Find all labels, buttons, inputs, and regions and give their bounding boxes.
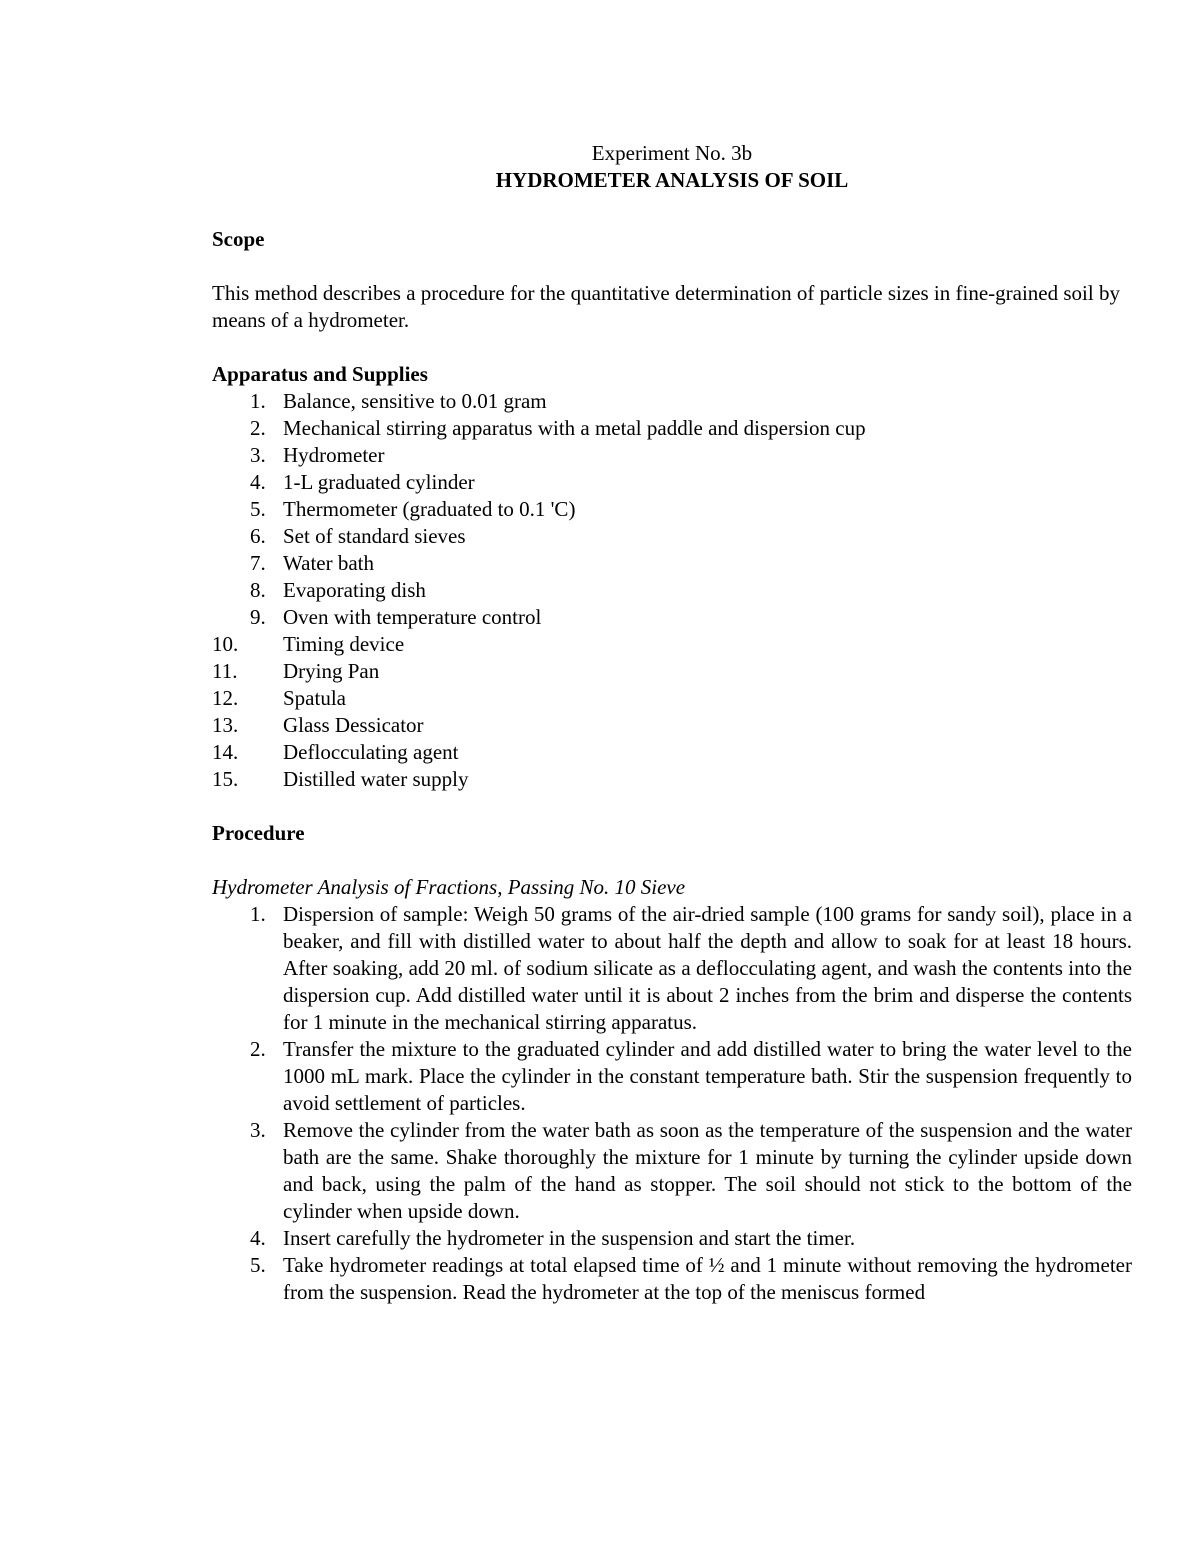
apparatus-item-text: Water bath — [283, 551, 375, 575]
procedure-step-text: Insert carefully the hydrometer in the suspension and start the timer. — [283, 1226, 856, 1250]
apparatus-item-text: Spatula — [283, 686, 346, 710]
apparatus-item — [212, 442, 1132, 469]
apparatus-item — [212, 577, 1132, 604]
apparatus-list — [212, 388, 1132, 793]
procedure-step-number: 2. — [250, 1037, 266, 1061]
apparatus-item-number: 15. — [212, 767, 239, 791]
apparatus-item-number: 10. — [212, 632, 239, 656]
apparatus-item-text: Glass Dessicator — [283, 713, 424, 737]
experiment-number: Experiment No. 3b — [591, 141, 753, 165]
apparatus-item-text: Thermometer (graduated to 0.1 'C) — [283, 497, 576, 521]
procedure-step-text: Transfer the mixture to the graduated cylinder and add distilled water to bring the water level to the 1000 mL mark. Place the cylinder in the constant temperature bath. Stir the suspension frequently to avoid settlement of particles. — [283, 1037, 1132, 1115]
apparatus-item-text: Mechanical stirring apparatus with a metal paddle and dispersion cup — [283, 416, 866, 440]
apparatus-item-number: 14. — [212, 740, 239, 764]
procedure-step-text: Dispersion of sample: Weigh 50 grams of the air-dried sample (100 grams for sandy soil), place in a beaker, and fill with distilled water to about half the depth and allow to soak for at least 18 hours. After soaking, add 20 ml. of sodium silicate as a deflocculating agent, and wash the contents into the dispersion cup. Add distilled water until it is about 2 inches from the brim and disperse the contents for 1 minute in the mechanical stirring apparatus. — [283, 902, 1132, 1034]
apparatus-item-text: Set of standard sieves — [283, 524, 466, 548]
apparatus-item-number: 8. — [250, 578, 266, 602]
apparatus-item-text: Balance, sensitive to 0.01 gram — [283, 389, 547, 413]
apparatus-item-text: Distilled water supply — [283, 767, 469, 791]
apparatus-item — [212, 766, 1132, 793]
procedure-step — [212, 1036, 1132, 1117]
apparatus-item — [212, 658, 1132, 685]
apparatus-item-number: 2. — [250, 416, 266, 440]
procedure-steps — [212, 901, 1132, 1306]
apparatus-item — [212, 469, 1132, 496]
scope-text: This method describes a procedure for the quantitative determination of particle sizes in fine-grained soil by means of a hydrometer. — [212, 281, 1120, 332]
apparatus-item — [212, 496, 1132, 523]
procedure-step — [212, 1225, 1132, 1252]
apparatus-item — [212, 388, 1132, 415]
procedure-step-number: 5. — [250, 1253, 266, 1277]
apparatus-item-number: 3. — [250, 443, 266, 467]
procedure-step-number: 3. — [250, 1118, 266, 1142]
apparatus-item-number: 5. — [250, 497, 266, 521]
procedure-step-number: 1. — [250, 902, 266, 926]
procedure-subheading: Hydrometer Analysis of Fractions, Passing No. 10 Sieve — [212, 875, 686, 899]
apparatus-heading: Apparatus and Supplies — [212, 362, 428, 386]
apparatus-item — [212, 712, 1132, 739]
apparatus-item-number: 13. — [212, 713, 239, 737]
procedure-step-text: Take hydrometer readings at total elapsed time of ½ and 1 minute without removing the hydrometer from the suspension. Read the hydrometer at the top of the meniscus formed — [283, 1253, 1132, 1304]
apparatus-item — [212, 685, 1132, 712]
scope-heading: Scope — [212, 227, 265, 251]
apparatus-item — [212, 631, 1132, 658]
apparatus-item-number: 6. — [250, 524, 266, 548]
procedure-step — [212, 1252, 1132, 1306]
apparatus-item — [212, 415, 1132, 442]
document-page — [212, 140, 1132, 1306]
apparatus-item-text: Oven with temperature control — [283, 605, 542, 629]
apparatus-item-text: Evaporating dish — [283, 578, 426, 602]
apparatus-item-number: 12. — [212, 686, 239, 710]
apparatus-item — [212, 550, 1132, 577]
apparatus-item — [212, 739, 1132, 766]
procedure-step-text: Remove the cylinder from the water bath as soon as the temperature of the suspension and the water bath are the same. Shake thoroughly the mixture for 1 minute by turning the cylinder upside down and back, using the palm of the hand as stopper. The soil should not stick to the bottom of the cylinder when upside down. — [283, 1118, 1132, 1223]
apparatus-item — [212, 604, 1132, 631]
apparatus-item-text: Drying Pan — [283, 659, 380, 683]
apparatus-item-number: 1. — [250, 389, 266, 413]
procedure-step — [212, 1117, 1132, 1225]
procedure-step-number: 4. — [250, 1226, 266, 1250]
apparatus-item-number: 9. — [250, 605, 266, 629]
apparatus-item-text: Deflocculating agent — [283, 740, 459, 764]
apparatus-item-number: 11. — [212, 659, 238, 683]
apparatus-item — [212, 523, 1132, 550]
document-title: HYDROMETER ANALYSIS OF SOIL — [495, 168, 849, 192]
apparatus-item-text: Timing device — [283, 632, 405, 656]
procedure-heading: Procedure — [212, 821, 305, 845]
procedure-step — [212, 901, 1132, 1036]
apparatus-item-number: 4. — [250, 470, 266, 494]
apparatus-item-text: 1-L graduated cylinder — [283, 470, 475, 494]
apparatus-item-text: Hydrometer — [283, 443, 385, 467]
apparatus-item-number: 7. — [250, 551, 266, 575]
